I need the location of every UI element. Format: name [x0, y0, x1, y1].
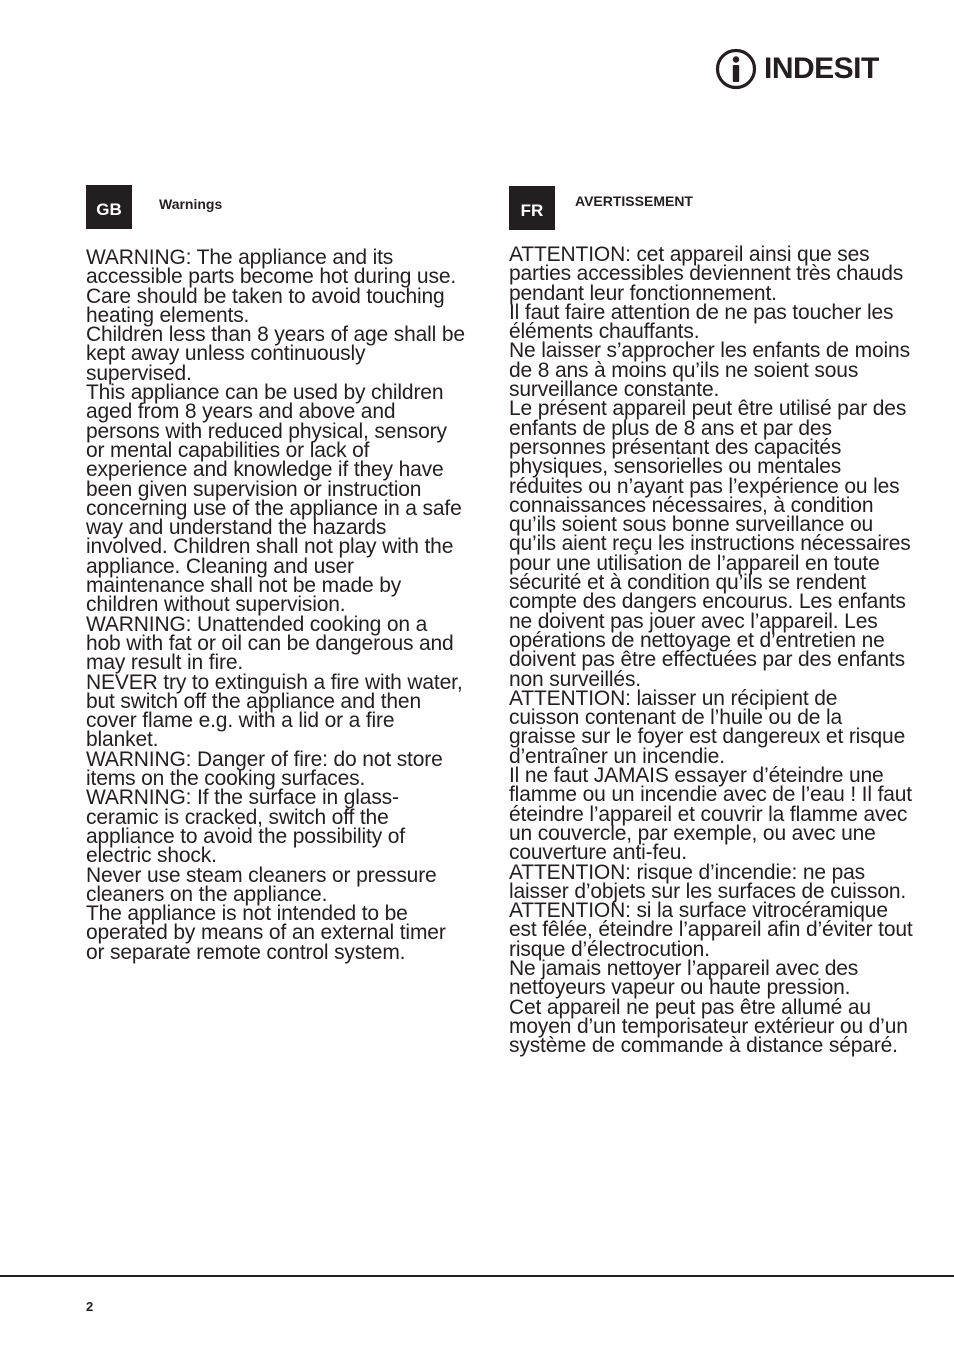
fr-paragraph: ATTENTION: risque d’incendie: ne pas laisser d’objets sur les surfaces de cuisson. — [509, 860, 907, 903]
page-number: 2 — [86, 1299, 94, 1314]
fr-paragraph: Ne laisser s’approcher les enfants de moins de 8 ans à moins qu’ils ne soient sous surveillance constante. — [509, 339, 910, 402]
fr-paragraph: Il faut faire attention de ne pas toucher les éléments chauffants. — [509, 300, 894, 344]
gb-paragraph: Care should be taken to avoid touching heating elements. — [86, 284, 445, 327]
gb-paragraph: WARNING: The appliance and its accessible parts become hot during use. — [86, 246, 457, 289]
language-badge-gb: GB — [86, 185, 132, 229]
indesit-i-logo-icon — [715, 48, 757, 90]
language-badge-fr: FR — [509, 186, 555, 230]
gb-paragraph: WARNING: Unattended cooking on a hob with fat or oil can be dangerous and may result in fire. — [86, 612, 454, 675]
fr-paragraph: Cet appareil ne peut pas être allumé au moyen d’un temporisateur extérieur ou d’un système de commande à distance séparé. — [509, 995, 908, 1058]
fr-paragraph: Il ne faut JAMAIS essayer d’éteindre une flamme ou un incendie avec de l’eau ! Il faut éteindre l’appareil et couvrir la flamme avec un couvercle, par exemple, ou avec une couverture anti-feu. — [509, 764, 912, 865]
brand-name: INDESIT — [764, 52, 879, 85]
fr-paragraph: ATTENTION: cet appareil ainsi que ses parties accessibles deviennent très chauds pendant leur fonctionnement. — [509, 243, 904, 305]
section-title-avertissement: AVERTISSEMENT — [575, 193, 693, 209]
gb-warnings-text — [86, 248, 466, 962]
gb-paragraph: The appliance is not intended to be operated by means of an external timer or separate remote control system. — [86, 902, 446, 964]
section-title-warnings: Warnings — [159, 196, 223, 212]
gb-paragraph: WARNING: If the surface in glass-ceramic is cracked, switch off the appliance to avoid the possibility of electric shock. — [86, 786, 405, 868]
brand-logo — [715, 48, 880, 90]
fr-paragraph: Le présent appareil peut être utilisé par des enfants de plus de 8 ans et par des personnes présentant des capacités physiques, sensorielles ou mentales réduites ou n’ayant pas l’expérience ou les connaissances nécessaires, à condition qu’ils soient sous bonne surveillance ou qu’ils aient reçu les instructions nécessaires pour une utilisation de l’appareil en toute sécurité et à condition qu’ils se rendent compte des dangers encourus. Les enfants ne doivent pas jouer avec l’appareil. Les opérations de nettoyage et d’entretien ne doivent pas être effectuées par des enfants non surveillés. — [509, 397, 911, 691]
gb-paragraph: NEVER try to extinguish a fire with water, but switch off the appliance and then cover flame e.g. with a lid or a fire blanket. — [86, 670, 463, 752]
gb-paragraph: Never use steam cleaners or pressure cleaners on the appliance. — [86, 863, 437, 906]
gb-paragraph: WARNING: Danger of fire: do not store items on the cooking surfaces. — [86, 747, 443, 791]
fr-paragraph: Ne jamais nettoyer l’appareil avec des nettoyeurs vapeur ou haute pression. — [509, 956, 859, 1000]
fr-paragraph: ATTENTION: laisser un récipient de cuisson contenant de l’huile ou de la graisse sur le foyer est dangereux et risque d’entraîner un incendie. — [509, 686, 906, 768]
gb-paragraph: This appliance can be used by children aged from 8 years and above and persons with reduced physical, sensory or mental capabilities or lack of experience and knowledge if they have been given supervision or instruction concerning use of the appliance in a safe way and understand the hazards involved. Children shall not play with the appliance. Cleaning and user maintenance shall not be made by children without supervision. — [86, 381, 462, 617]
fr-paragraph: ATTENTION: si la surface vitrocéramique est fêlée, éteindre l’appareil afin d’éviter tout risque d’électrocution. — [509, 899, 913, 961]
gb-paragraph: Children less than 8 years of age shall be kept away unless continuously supervised. — [86, 323, 465, 385]
footer-divider — [0, 1275, 954, 1277]
fr-warnings-text — [509, 243, 913, 1058]
